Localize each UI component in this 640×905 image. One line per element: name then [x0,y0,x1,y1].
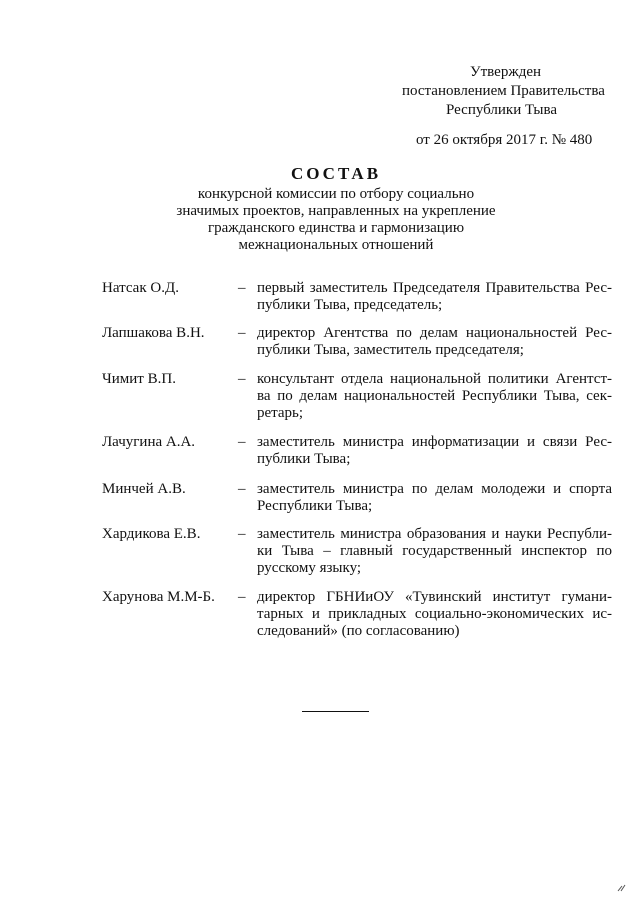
role-line: публики Тыва; [257,451,351,467]
member-dash: – [238,325,246,341]
document-subtitle [0,186,640,254]
approval-line: Республики Тыва [446,102,558,118]
role-line: консультант отдела национальной политики Агентст- [257,371,612,387]
role-line: директор ГБНИиОУ «Тувинский институт гумани- [257,589,612,605]
role-line: ки Тыва – главный государственный инспектор по [257,543,612,559]
approval-line: Утвержден [470,64,542,80]
role-line: публики Тыва, заместитель председателя; [257,342,524,358]
approval-line: постановлением Правительства [402,83,605,99]
member-name: Чимит В.П. [102,371,176,387]
member-name: Натсак О.Д. [102,280,179,296]
role-line: русскому языку; [257,560,362,576]
subtitle-line: конкурсной комиссии по отбору социально [197,186,475,202]
member-role [257,434,612,468]
member-dash: – [238,434,246,450]
role-line: заместитель министра по делам молодежи и спорта [257,481,612,497]
member-dash: – [238,589,246,605]
role-line: тарных и прикладных социально-экономических ис- [257,606,612,622]
member-name: Лапшакова В.Н. [102,325,205,341]
member-name: Лачугина А.А. [102,434,196,450]
subtitle-line: межнациональных отношений [238,237,434,253]
member-role [257,371,612,422]
member-dash: – [238,280,246,296]
approval-stamp [360,63,640,150]
document-title: СОСТАВ [290,164,382,183]
role-line: ретарь; [257,405,304,421]
member-role [257,481,612,515]
role-line: первый заместитель Председателя Правительства Рес- [257,280,612,296]
role-line: Республики Тыва; [257,498,373,514]
subtitle-line: гражданского единства и гармонизацию [207,220,465,236]
member-dash: – [238,481,246,497]
member-dash: – [238,526,246,542]
role-line: директор Агентства по делам национальностей Рес- [257,325,612,341]
member-dash: – [238,371,246,387]
end-divider [302,711,369,712]
member-name: Харунова М.М-Б. [102,589,215,605]
member-name: Хардикова Е.В. [102,526,201,542]
member-role [257,280,612,314]
role-line: заместитель министра образования и науки Республи- [257,526,612,542]
role-line: публики Тыва, председатель; [257,297,443,313]
member-role [257,526,612,577]
role-line: ва по делам национальностей Республики Тыва, сек- [257,388,612,404]
member-role [257,325,612,359]
approval-date: от 26 октября 2017 г. № 480 [416,132,593,148]
subtitle-line: значимых проектов, направленных на укрепление [176,203,496,219]
member-name: Минчей А.В. [102,481,186,497]
role-line: следований» (по согласованию) [257,623,460,639]
member-role [257,589,612,640]
scan-mark-icon [616,881,628,893]
role-line: заместитель министра информатизации и связи Рес- [257,434,612,450]
